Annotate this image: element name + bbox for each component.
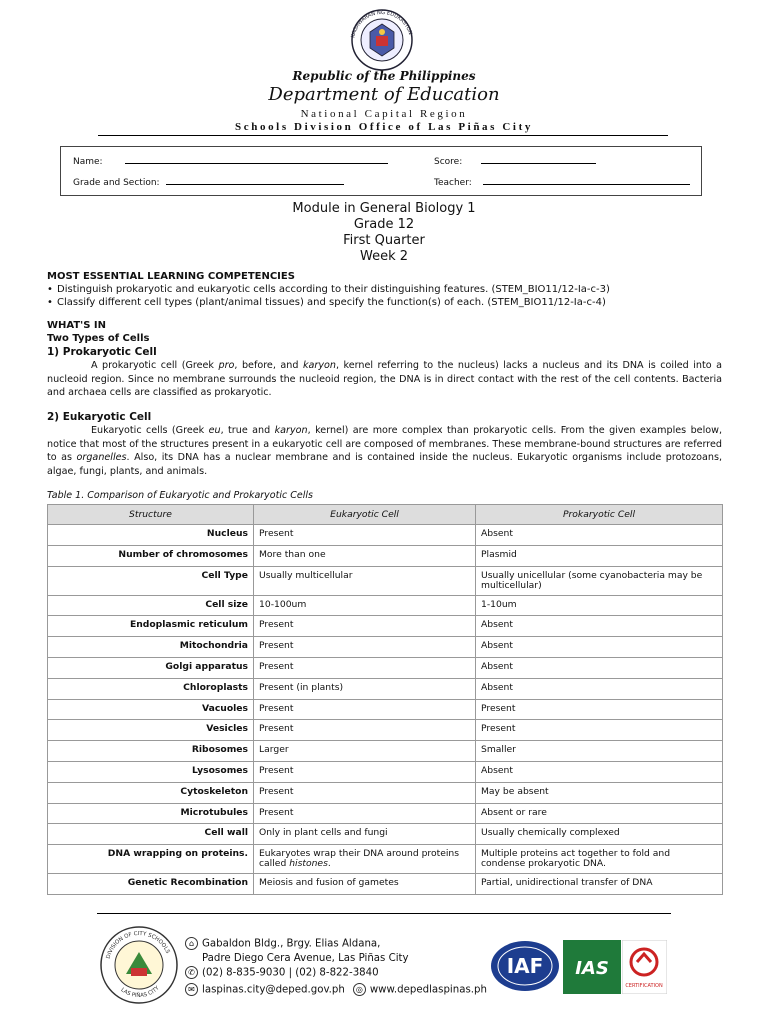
table-row (48, 616, 723, 637)
website-link[interactable]: www.depedlaspinas.ph (369, 984, 487, 996)
eukaryotic-cell: More than one (254, 545, 476, 566)
grade-section-field[interactable] (73, 177, 344, 188)
text-run: A prokaryotic cell (Greek (91, 360, 219, 371)
column-header: Eukaryotic Cell (254, 505, 476, 525)
certification-logo (622, 940, 667, 994)
text-run-italic: karyon (274, 425, 308, 436)
structure-cell: Cell wall (48, 824, 254, 845)
table-body (48, 525, 723, 895)
prokaryotic-cell: Usually unicellular (some cyanobacteria may be multicellular) (476, 566, 723, 595)
melc-item: • Distinguish prokaryotic and eukaryotic cells according to their distinguishing features. (STEM_BIO11/12-Ia-c-3) (57, 284, 737, 295)
module-grade: Grade 12 (353, 217, 415, 232)
module-week: Week 2 (359, 249, 409, 264)
table-row (48, 545, 723, 566)
eukaryotic-cell: Only in plant cells and fungi (254, 824, 476, 845)
text-run: , before, and (234, 360, 303, 371)
name-field[interactable] (73, 156, 388, 167)
structure-cell: Mitochondria (48, 637, 254, 658)
ias-logo (563, 940, 621, 994)
globe-icon: ◎ (353, 983, 366, 996)
phone-icon: ✆ (185, 966, 198, 979)
prokaryotic-cell: Plasmid (476, 545, 723, 566)
eukaryotic-cell: 10-100um (254, 595, 476, 616)
structure-cell: Cell size (48, 595, 254, 616)
prokaryotic-cell: Absent (476, 525, 723, 546)
eukaryotic-paragraph (47, 424, 722, 478)
eukaryotic-cell: Present (254, 803, 476, 824)
prokaryotic-cell: Absent (476, 657, 723, 678)
melc-item: • Classify different cell types (plant/animal tissues) and specify the function(s) of each. (STEM_BIO11/12-Ia-c-4) (57, 297, 737, 308)
eukaryotic-cell: Eukaryotes wrap their DNA around proteins called histones. (254, 845, 476, 874)
prokaryotic-cell: Smaller (476, 741, 723, 762)
table-row (48, 782, 723, 803)
melc-heading: MOST ESSENTIAL LEARNING COMPETENCIES (47, 271, 295, 282)
prokaryotic-cell: Absent (476, 761, 723, 782)
division-seal (98, 924, 180, 1006)
eukaryotic-cell: Present (254, 782, 476, 803)
structure-cell: Number of chromosomes (48, 545, 254, 566)
whats-in-heading: WHAT'S IN (47, 320, 107, 331)
iaf-logo (490, 940, 560, 992)
table-row (48, 824, 723, 845)
certification-logo-text: CERTIFICATION (625, 983, 663, 989)
seal-text: KAGAWARAN NG EDUKASYON (350, 9, 413, 39)
text-run: , kernel referring to the nucleus) lacks a nucleus and its DNA is coiled into a nucleoid region. Since no membrane surrounds the nucleoid region, the DNA is in direct contact with the rest of the cell contents. Bacteria and archaea cells are classified as prokaryotic. (47, 360, 723, 398)
teacher-label: Teacher: (434, 178, 472, 188)
two-types-heading: Two Types of Cells (47, 333, 150, 344)
division-seal-text: DIVISION OF CITY SCHOOLS (105, 930, 171, 960)
structure-cell: Endoplasmic reticulum (48, 616, 254, 637)
table-row (48, 803, 723, 824)
teacher-blank[interactable] (483, 177, 690, 185)
column-header: Structure (48, 505, 254, 525)
name-blank[interactable] (125, 156, 388, 164)
prokaryotic-cell: Absent (476, 637, 723, 658)
eukaryotic-cell: Present (254, 699, 476, 720)
deped-seal (342, 8, 422, 72)
prokaryotic-cell: Absent or rare (476, 803, 723, 824)
eukaryotic-cell: Usually multicellular (254, 566, 476, 595)
structure-cell: DNA wrapping on proteins. (48, 845, 254, 874)
score-blank[interactable] (481, 156, 596, 164)
table-row (48, 720, 723, 741)
eukaryotic-cell: Present (254, 616, 476, 637)
eukaryotic-cell: Present (254, 720, 476, 741)
table-row (48, 741, 723, 762)
eukaryotic-heading: 2) Eukaryotic Cell (47, 411, 152, 423)
structure-cell: Nucleus (48, 525, 254, 546)
table-row (48, 761, 723, 782)
location-icon: ⌂ (185, 937, 198, 950)
comparison-table (47, 504, 723, 895)
eukaryotic-cell: Present (254, 525, 476, 546)
footer-divider (97, 913, 671, 914)
module-quarter: First Quarter (343, 233, 425, 248)
name-label: Name: (73, 157, 103, 167)
table-row (48, 845, 723, 874)
footer-contact (185, 983, 487, 996)
department-heading: Department of Education (268, 84, 500, 105)
table-row (48, 566, 723, 595)
prokaryotic-cell: May be absent (476, 782, 723, 803)
address-text: Gabaldon Bldg., Brgy. Elias Aldana, (202, 938, 381, 950)
structure-cell: Chloroplasts (48, 678, 254, 699)
eukaryotic-cell: Present (in plants) (254, 678, 476, 699)
prokaryotic-cell: Present (476, 720, 723, 741)
structure-cell: Vacuoles (48, 699, 254, 720)
column-header: Prokaryotic Cell (476, 505, 723, 525)
teacher-field[interactable] (434, 177, 690, 188)
structure-cell: Lysosomes (48, 761, 254, 782)
prokaryotic-cell: Partial, unidirectional transfer of DNA (476, 874, 723, 895)
prokaryotic-cell: 1-10um (476, 595, 723, 616)
table-row (48, 678, 723, 699)
footer-address-line2: Padre Diego Cera Avenue, Las Piñas City (202, 953, 409, 964)
grade-section-blank[interactable] (166, 177, 344, 185)
text-run: . Also, its DNA has a nuclear membrane and is contained inside the nucleus. Eukaryotic organisms include protozoans, algae, fungi, plants, and animals. (47, 452, 722, 477)
email-icon: ✉ (185, 983, 198, 996)
text-run: , true and (220, 425, 275, 436)
prokaryotic-cell: Present (476, 699, 723, 720)
eukaryotic-cell: Present (254, 637, 476, 658)
structure-cell: Ribosomes (48, 741, 254, 762)
table-row (48, 874, 723, 895)
prokaryotic-cell: Multiple proteins act together to fold and condense prokaryotic DNA. (476, 845, 723, 874)
table-caption: Table 1. Comparison of Eukaryotic and Prokaryotic Cells (47, 490, 313, 501)
prokaryotic-heading: 1) Prokaryotic Cell (47, 346, 157, 358)
score-field[interactable] (434, 156, 596, 167)
text-run-italic: pro (218, 360, 235, 371)
prokaryotic-paragraph (47, 359, 722, 400)
prokaryotic-cell: Absent (476, 616, 723, 637)
table-row (48, 595, 723, 616)
structure-cell: Microtubules (48, 803, 254, 824)
grade-section-label: Grade and Section: (73, 178, 160, 188)
eukaryotic-cell: Larger (254, 741, 476, 762)
prokaryotic-cell: Absent (476, 678, 723, 699)
structure-cell: Cell Type (48, 566, 254, 595)
republic-heading: Republic of the Philippines (292, 69, 476, 83)
structure-cell: Vesicles (48, 720, 254, 741)
division-heading: Schools Division Office of Las Piñas City (235, 121, 533, 133)
table-row (48, 525, 723, 546)
text-run: , kernel) are more complex than prokaryotic cells. From the given examples below, notice that most of the structures present in a eukaryotic cell are composed of membranes. These membrane-bound structures are referred to as (47, 425, 723, 463)
eukaryotic-cell: Present (254, 657, 476, 678)
structure-cell: Genetic Recombination (48, 874, 254, 895)
module-title: Module in General Biology 1 (292, 201, 476, 216)
text-run-italic: karyon (302, 360, 336, 371)
text-run-italic: eu (208, 425, 221, 436)
iaf-logo-text: IAF (506, 954, 544, 978)
structure-cell: Golgi apparatus (48, 657, 254, 678)
table-header-row (48, 505, 723, 525)
footer-phone (185, 966, 379, 979)
eukaryotic-cell: Present (254, 761, 476, 782)
header-divider (98, 135, 668, 136)
region-heading: National Capital Region (300, 108, 468, 120)
student-info-box (60, 146, 702, 196)
score-label: Score: (434, 157, 463, 167)
table-row (48, 657, 723, 678)
email-link[interactable]: laspinas.city@deped.gov.ph (202, 984, 345, 996)
phone-text: (02) 8-835-9030 | (02) 8-822-3840 (202, 967, 379, 979)
prokaryotic-cell: Usually chemically complexed (476, 824, 723, 845)
division-seal-text-bottom: LAS PIÑAS CITY (119, 985, 161, 1000)
footer-address-line1 (185, 937, 380, 950)
text-run-italic: organelles (76, 452, 127, 463)
structure-cell: Cytoskeleton (48, 782, 254, 803)
table-row (48, 637, 723, 658)
eukaryotic-cell: Meiosis and fusion of gametes (254, 874, 476, 895)
ias-logo-text: IAS (575, 958, 609, 979)
text-run: Eukaryotic cells (Greek (91, 425, 209, 436)
table-row (48, 699, 723, 720)
